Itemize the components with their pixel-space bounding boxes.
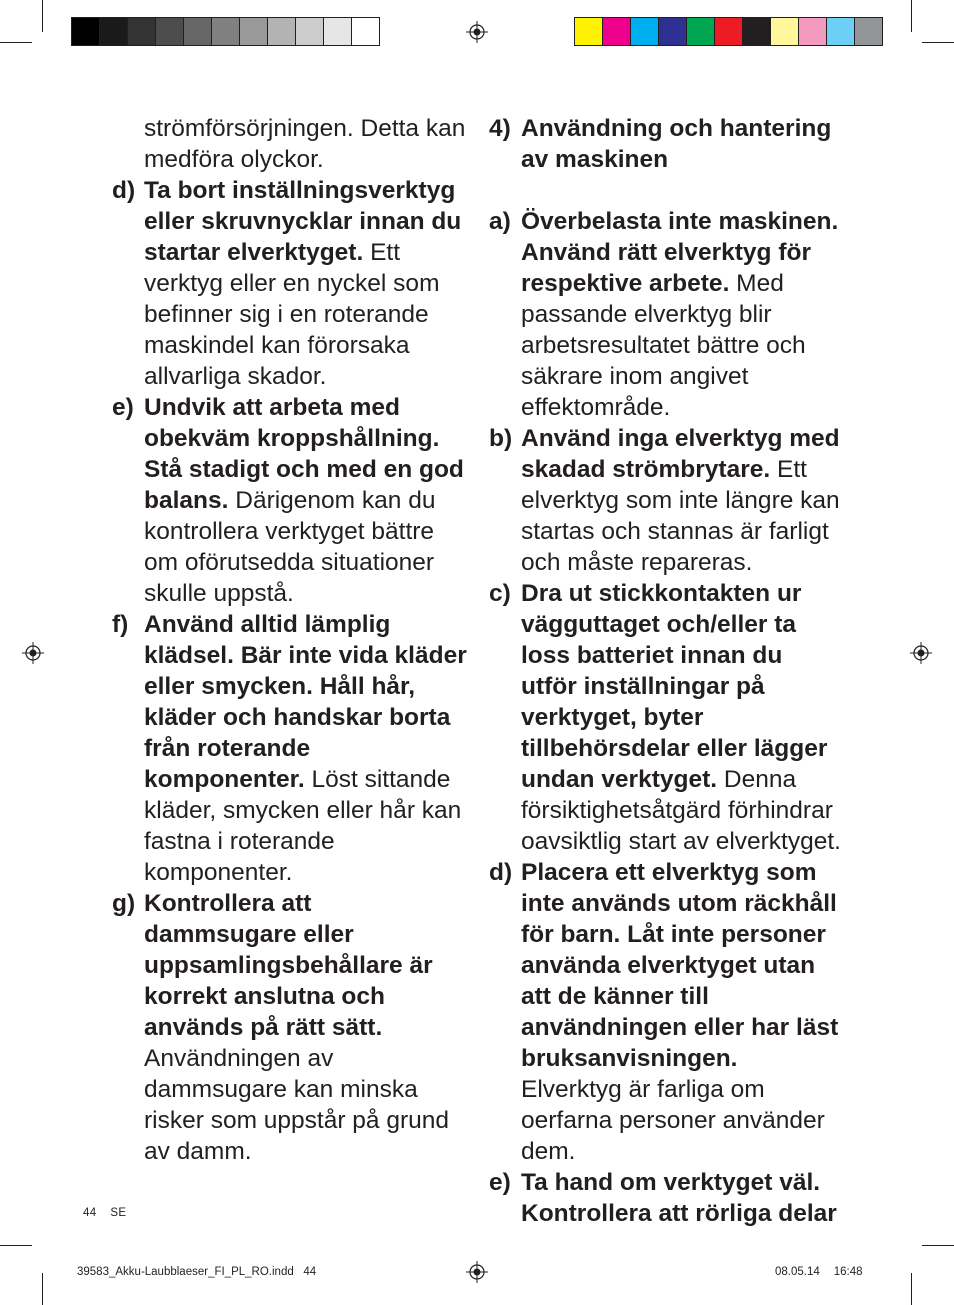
page-folio bbox=[83, 1207, 126, 1219]
item-bold-text: Kontrollera att dammsugare eller uppsamlingsbehållare är korrekt anslutna och används på rätt sätt. bbox=[144, 890, 433, 1041]
left-column bbox=[112, 113, 467, 1167]
color-swatch bbox=[658, 18, 686, 45]
file-slug: 39583_Akku-Laubblaeser_FI_PL_RO.indd 44 bbox=[77, 1266, 317, 1278]
crop-mark bbox=[0, 1245, 32, 1246]
item-label: f) bbox=[112, 611, 129, 638]
registration-target-icon bbox=[910, 642, 932, 664]
list-item bbox=[112, 175, 467, 392]
print-time: 16:48 bbox=[833, 1266, 863, 1278]
page-number: 44 bbox=[83, 1207, 97, 1219]
color-swatch bbox=[183, 18, 211, 45]
color-swatch bbox=[798, 18, 826, 45]
item-label: e) bbox=[489, 1169, 511, 1196]
color-swatch bbox=[742, 18, 770, 45]
item-text: Därigenom kan du kontrollera verktyget bättre om oförutsedda situationer skulle uppstå. bbox=[144, 487, 436, 607]
item-bold-text: Använd inga elverktyg med skadad strömbrytare. bbox=[521, 425, 840, 483]
color-swatch bbox=[72, 18, 99, 45]
item-bold-text: Använd alltid lämplig klädsel. Bär inte vida kläder eller smycken. Håll hår, kläder och handskar borta från roterande komponenter. bbox=[144, 611, 467, 793]
item-bold-text: Dra ut stickkontakten ur vägguttaget och/eller ta loss batteriet innan du utför inställningar på verktyget, byter tillbehörsdelar eller lägger undan verktyget. bbox=[521, 580, 828, 793]
color-swatch bbox=[630, 18, 658, 45]
list-item bbox=[489, 857, 844, 1167]
crop-mark bbox=[0, 42, 32, 43]
list-item bbox=[112, 888, 467, 1167]
color-swatch bbox=[323, 18, 351, 45]
list-item bbox=[112, 609, 467, 888]
registration-target-icon bbox=[22, 642, 44, 664]
crop-mark bbox=[911, 1273, 912, 1305]
color-swatch bbox=[826, 18, 854, 45]
item-text: Med passande elverktyg blir arbetsresultatet bättre och säkrare inom angivet effektområde. bbox=[521, 270, 806, 421]
print-date: 08.05.14 bbox=[775, 1266, 820, 1278]
registration-target-icon bbox=[466, 1261, 488, 1283]
language-code: SE bbox=[110, 1207, 127, 1219]
color-swatch bbox=[854, 18, 882, 45]
color-swatch bbox=[155, 18, 183, 45]
item-label: d) bbox=[112, 177, 136, 204]
color-swatch bbox=[602, 18, 630, 45]
grayscale-calibration-bar bbox=[71, 17, 380, 46]
list-item bbox=[489, 206, 844, 423]
color-swatch bbox=[99, 18, 127, 45]
item-bold-text: Undvik att arbeta med obekväm kroppshållning. Stå stadigt och med en god balans. bbox=[144, 394, 464, 514]
color-swatch bbox=[239, 18, 267, 45]
color-calibration-bar bbox=[574, 17, 883, 46]
item-bold-text: Överbelasta inte maskinen. Använd rätt elverktyg för respektive arbete. bbox=[521, 208, 839, 297]
color-swatch bbox=[686, 18, 714, 45]
crop-mark bbox=[42, 0, 43, 32]
item-bold-text: Placera ett elverktyg som inte används utom räckhåll för barn. Låt inte personer använda elverktyget utan att de känner till användningen eller har läst bruksanvisningen. bbox=[521, 859, 839, 1072]
section-heading bbox=[489, 113, 844, 175]
color-swatch bbox=[127, 18, 155, 45]
item-text: Ett verktyg eller en nyckel som befinner sig i en roterande maskindel kan förorsaka allvarliga skador. bbox=[144, 239, 440, 390]
color-swatch bbox=[714, 18, 742, 45]
item-text: Ett elverktyg som inte längre kan startas och stannas är farligt och måste repareras. bbox=[521, 456, 840, 576]
item-text: Löst sittande kläder, smycken eller hår kan fastna i roterande komponenter. bbox=[144, 766, 462, 886]
right-column bbox=[489, 113, 844, 1229]
registration-target-icon bbox=[466, 21, 488, 43]
list-item bbox=[489, 1167, 844, 1229]
color-swatch bbox=[211, 18, 239, 45]
item-bold-text: Ta hand om verktyget väl. Kontrollera att rörliga delar bbox=[521, 1169, 837, 1227]
item-text: Elverktyg är farliga om oerfarna personer använder dem. bbox=[521, 1076, 825, 1165]
color-swatch bbox=[770, 18, 798, 45]
color-swatch bbox=[351, 18, 379, 45]
list-item bbox=[112, 392, 467, 609]
item-label: g) bbox=[112, 890, 136, 917]
crop-mark bbox=[922, 1245, 954, 1246]
date-slug bbox=[775, 1266, 863, 1278]
section-number: 4) bbox=[489, 115, 511, 142]
item-label: a) bbox=[489, 208, 511, 235]
item-label: e) bbox=[112, 394, 134, 421]
intro-text: strömförsörjningen. Detta kan medföra olyckor. bbox=[144, 115, 466, 173]
crop-mark bbox=[42, 1273, 43, 1305]
color-swatch bbox=[267, 18, 295, 45]
color-swatch bbox=[575, 18, 602, 45]
list-item bbox=[489, 578, 844, 857]
item-text: Denna försiktighetsåtgärd förhindrar oavsiktlig start av elverktyget. bbox=[521, 766, 841, 855]
section-title: Användning och hantering av maskinen bbox=[521, 115, 832, 173]
crop-mark bbox=[911, 0, 912, 32]
spacer bbox=[489, 175, 844, 206]
color-swatch bbox=[295, 18, 323, 45]
item-bold-text: Ta bort inställningsverktyg eller skruvnycklar innan du startar elverktyget. bbox=[144, 177, 462, 266]
item-label: c) bbox=[489, 580, 511, 607]
crop-mark bbox=[922, 42, 954, 43]
item-label: d) bbox=[489, 859, 513, 886]
list-item bbox=[489, 423, 844, 578]
item-label: b) bbox=[489, 425, 513, 452]
intro-paragraph bbox=[112, 113, 467, 175]
item-text: Användningen av dammsugare kan minska risker som uppstår på grund av damm. bbox=[144, 1045, 450, 1165]
